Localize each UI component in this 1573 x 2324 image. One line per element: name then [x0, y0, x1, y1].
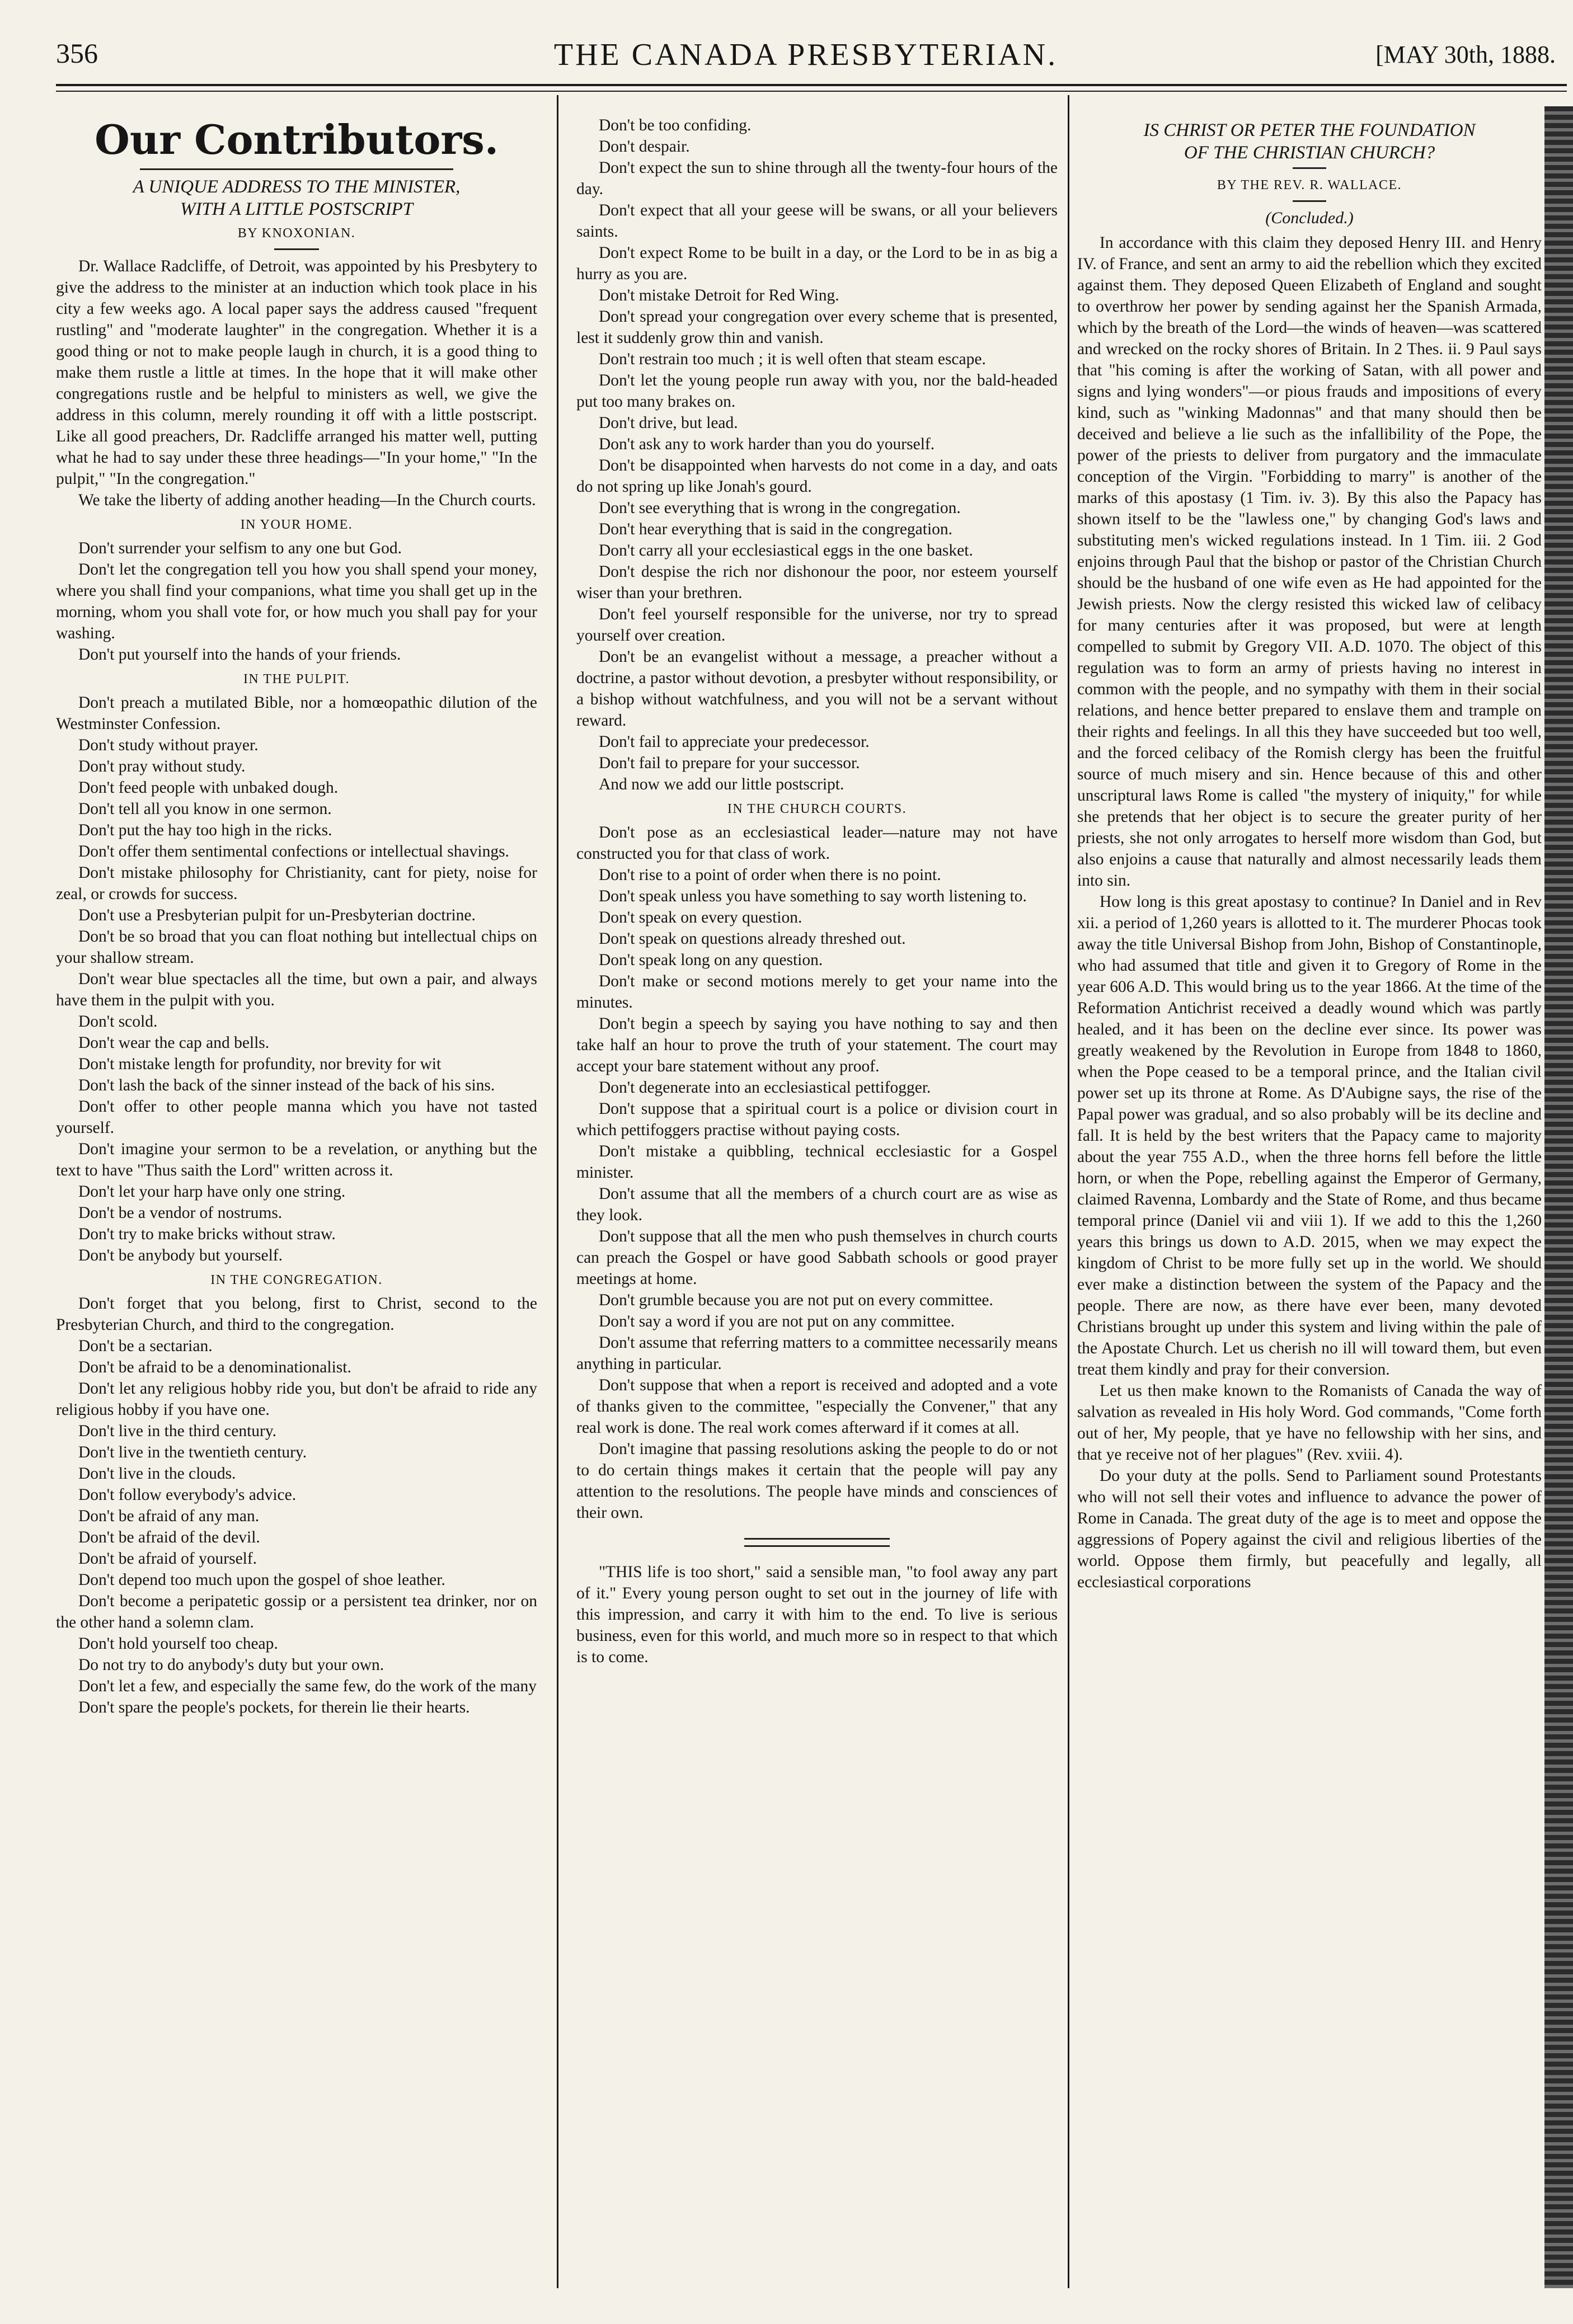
- paragraph: Don't mistake philosophy for Christianity, cant for piety, noise for zeal, or crowds for success.: [56, 864, 537, 903]
- paragraph: Don't speak long on any question.: [599, 951, 823, 969]
- article-title: [56, 176, 537, 220]
- paragraph: We take the liberty of adding another heading—In the Church courts.: [78, 491, 536, 509]
- page-header: [56, 37, 1556, 76]
- subheading-home: IN YOUR HOME.: [240, 518, 353, 532]
- title-rule: [1293, 167, 1326, 169]
- column-divider-2: [1068, 95, 1069, 2288]
- paragraph: Don't grumble because you are not put on every committee.: [599, 1291, 993, 1309]
- paragraph: Don't imagine your sermon to be a revelation, or anything but the text to have "Thus saith the Lord" written across it.: [56, 1140, 537, 1179]
- paragraph: Don't expect Rome to be built in a day, or the Lord to be in as big a hurry as you are.: [576, 244, 1058, 283]
- byline-rule: [1293, 200, 1326, 202]
- section-divider-ornament: [744, 1538, 890, 1547]
- paragraph: Don't let any religious hobby ride you, but don't be afraid to ride any religious hobby if you have one.: [56, 1380, 537, 1419]
- paragraph: Don't mistake a quibbling, technical ecclesiastic for a Gospel minister.: [576, 1142, 1058, 1182]
- paragraph: Don't offer them sentimental confections or intellectual shavings.: [78, 843, 509, 860]
- paragraph: Don't wear the cap and bells.: [78, 1034, 270, 1052]
- paragraph: Don't make or second motions merely to get your name into the minutes.: [576, 972, 1058, 1012]
- paragraph: Don't live in the twentieth century.: [78, 1443, 307, 1461]
- paragraph: Don't suppose that all the men who push themselves in church courts can preach the Gospel or have good Sabbath schools or good prayer meetings at home.: [576, 1227, 1058, 1288]
- paragraph: Don't be disappointed when harvests do not come in a day, and oats do not spring up like Jonah's gourd.: [576, 457, 1058, 496]
- paragraph: Don't carry all your ecclesiastical eggs in the one basket.: [599, 542, 973, 559]
- paragraph: Don't feel yourself responsible for the universe, nor try to spread yourself over creation.: [576, 605, 1058, 644]
- paragraph: Don't suppose that when a report is received and adopted and a vote of thanks given to the committee, "especially the Convener," that any real work is done. The real work comes afterward if it comes at all.: [576, 1376, 1058, 1437]
- paragraph: Don't expect the sun to shine through all the twenty-four hours of the day.: [576, 159, 1058, 198]
- paragraph: Dr. Wallace Radcliffe, of Detroit, was appointed by his Presbytery to give the address to the minister at an induction which took place in his city a few weeks ago. A local paper says the address caused "frequent rustling" and "moderate laughter" in the congregation. Whether it is a good thing or not to make people laugh in church, it is a good thing to make them rustle a little at times. In the hope that it will make other congregations rustle and be helpful to ministers as well, we give the address in this column, merely rounding it off with a little postscript. Like all good preachers, Dr. Radcliffe arranged his matter well, putting what he had to say under these three headings—"In your home," "In the pulpit," "In the congregation.": [56, 257, 537, 488]
- article-byline: BY THE REV. R. WALLACE.: [1217, 178, 1402, 192]
- paragraph: Don't let the young people run away with you, nor the bald-headed put too many brakes on.: [576, 371, 1058, 411]
- paragraph: Don't fail to appreciate your predecessor.: [599, 733, 870, 751]
- header-rule-top: [56, 84, 1567, 86]
- paragraph: Don't drive, but lead.: [599, 414, 738, 432]
- paragraph: Don't be anybody but yourself.: [78, 1246, 283, 1264]
- paragraph: Don't expect that all your geese will be swans, or all your believers saints.: [576, 201, 1058, 241]
- paragraph: Don't follow everybody's advice.: [78, 1486, 297, 1504]
- paragraph: Don't put yourself into the hands of your friends.: [78, 646, 401, 664]
- paragraph: Don't imagine that passing resolutions asking the people to do or not to do certain things makes it certain that the people will pay any attention to the resolutions. The people have minds and consciences of their own.: [576, 1440, 1058, 1522]
- column-2: [576, 115, 1058, 2285]
- paragraph: Don't begin a speech by saying you have nothing to say and then take half an hour to prove the truth of your statement. The court may accept your bare statement without any proof.: [576, 1015, 1058, 1075]
- paragraph: In accordance with this claim they deposed Henry III. and Henry IV. of France, and sent an army to aid the rebellion which they excited against them. They deposed Queen Elizabeth of England and sought to overthrow her power by sending against her the Spanish Armada, which by the breath of the Lord—the winds of heaven—was scattered and wrecked on the rocky shores of Britain. In 2 Thes. ii. 9 Paul says that "his coming is after the working of Satan, with all power and signs and lying wonders"—or pious frauds and impositions of every kind, such as "winking Madonnas" and that many should then be deceived and believe a lie such as the infallibility of the Pope, the power of the priests to deliver from purgatory and the immaculate conception of the Virgin. "Forbidding to marry" is another of the marks of this apostasy (1 Tim. iv. 3). By this also the Papacy has shown itself to be the "lawless one," by changing God's laws and substituting men's wicked regulations instead. In 1 Tim. iii. 2 God enjoins through Paul that the bishop or pastor of the Christian Church should be the husband of one wife even as He had appointed for the Jewish priests. Now the clergy resisted this wicked law of celibacy for many centuries after it was proposed, but were at length compelled to submit by Gregory VII. A.D. 1070. The object of this regulation was to form an army of priests having no interest in common with the people, and no sympathy with them in their social relations, and hence better prepared to enslave them and trample on their rights and feelings. In all this they have succeeded but too well, and the forced celibacy of the Romish clergy has been the fruitful source of much misery and sin. Hence because of this and other unscriptural laws Rome is called "the mystery of iniquity," for while she pretends that her object is to secure the greater purity of her priests, she not only arrogates to herself more wisdom than God, but also enjoins a cause that naturally and almost necessarily leads them into sin.: [1077, 234, 1542, 890]
- paragraph: Don't assume that all the members of a church court are as wise as they look.: [576, 1185, 1058, 1224]
- column-3: [1077, 115, 1542, 2285]
- paragraph: Don't wear blue spectacles all the time, but own a pair, and always have them in the pulpit with you.: [56, 970, 537, 1009]
- paragraph: Don't despise the rich nor dishonour the poor, nor esteem yourself wiser than your brethren.: [576, 563, 1058, 602]
- paragraph: Don't be afraid of the devil.: [78, 1528, 260, 1546]
- paragraph: Don't mistake Detroit for Red Wing.: [599, 286, 839, 304]
- paragraph: Do not try to do anybody's duty but your own.: [78, 1656, 384, 1674]
- byline-rule: [274, 248, 319, 250]
- paragraph: Don't pray without study.: [78, 758, 246, 775]
- page-number: 356: [56, 37, 98, 69]
- newspaper-masthead: THE CANADA PRESBYTERIAN.: [553, 37, 1058, 72]
- paragraph: Don't put the hay too high in the ricks.: [78, 821, 332, 839]
- paragraph: Don't study without prayer.: [78, 736, 259, 754]
- paragraph: Don't be a vendor of nostrums.: [78, 1204, 283, 1222]
- paragraph: Don't let your harp have only one string.: [78, 1183, 346, 1201]
- paragraph: Don't offer to other people manna which you have not tasted yourself.: [56, 1098, 537, 1137]
- article-title-line: A UNIQUE ADDRESS TO THE MINISTER,: [133, 177, 461, 197]
- paragraph: Don't assume that referring matters to a committee necessarily means anything in particular.: [576, 1334, 1058, 1373]
- paragraph: Don't rise to a point of order when there is no point.: [599, 866, 941, 884]
- paragraph: Don't let the congregation tell you how you shall spend your money, where you shall find your companions, what time you shall get up in the morning, whom you shall vote for, or how much you shall pay for your washing.: [56, 561, 537, 642]
- article-title-line: OF THE CHRISTIAN CHURCH?: [1184, 143, 1435, 163]
- paragraph: Don't preach a mutilated Bible, nor a homœopathic dilution of the Westminster Confession.: [56, 694, 537, 733]
- subheading-congregation: IN THE CONGREGATION.: [210, 1273, 383, 1287]
- paragraph: How long is this great apostasy to continue? In Daniel and in Rev xii. a period of 1,260 years is allotted to it. The murderer Phocas took away the title Universal Bishop from John, Bishop of Constantinople, who had assumed that title and given it to Gregory of Rome in the year 606 A.D. This would bring us to the year 1866. At the time of the Reformation Antichrist received a deadly wound which was partly healed, and it has been on the decline ever since. Its power was greatly weakened by the Revolution in Europe from 1848 to 1860, when the Pope ceased to be a temporal prince, and the Italian civil power set up its throne at Rome. As D'Aubigne says, the rise of the Papal power was gradual, and so also probably will be its decline and fall. It is held by the best writers that the Papacy came to majority about the year 755 A.D., when the three horns fell before the little horn, or when the Pope, rebelling against the Emperor of Germany, claimed Ravenna, Lombardy and the State of Rome, and thus became temporal prince (Daniel vii and viii 1). If we add to this the 1,260 years this brings us down to A.D. 2015, when we may expect the kingdom of Christ to be more fully set up in the world. We should ever make a distinction between the system of the Papacy and the people. There are now, as there have ever been, many devoted Christians brought up under this system and living within the pale of the Apostate Church. Let us cherish no ill will toward them, but even treat them kindly and pray for their conversion.: [1077, 893, 1542, 1379]
- section-title: Our Contributors.: [95, 116, 499, 163]
- paragraph: Don't scold.: [78, 1013, 158, 1031]
- paragraph: Don't be too confiding.: [599, 116, 752, 134]
- paragraph: Don't be afraid of yourself.: [78, 1550, 257, 1568]
- article-title: [1077, 119, 1542, 164]
- paragraph: Don't be afraid of any man.: [78, 1507, 260, 1525]
- subheading-pulpit: IN THE PULPIT.: [243, 672, 350, 686]
- paragraph: And now we add our little postscript.: [599, 775, 844, 793]
- paragraph: Don't spread your congregation over every scheme that is presented, lest it suddenly grow thin and vanish.: [576, 308, 1058, 347]
- article-title-line: IS CHRIST OR PETER THE FOUNDATION: [1143, 120, 1476, 140]
- paragraph: Don't see everything that is wrong in the congregation.: [599, 499, 961, 517]
- paragraph: Don't ask any to work harder than you do yourself.: [599, 435, 935, 453]
- paragraph: Don't be afraid to be a denominationalist.: [78, 1358, 351, 1376]
- paragraph: Let us then make known to the Romanists of Canada the way of salvation as revealed in His holy Word. God commands, "Come forth out of her, My people, that ye have no fellowship with her sins, and that ye receive not of her plagues" (Rev. xviii. 4).: [1077, 1382, 1542, 1464]
- paragraph: Don't hold yourself too cheap.: [78, 1635, 278, 1653]
- header-rule-bottom: [56, 91, 1567, 92]
- paragraph: Don't feed people with unbaked dough.: [78, 779, 339, 797]
- article-title-line: WITH A LITTLE POSTSCRIPT: [180, 199, 413, 219]
- paragraph: Don't speak on questions already threshed out.: [599, 930, 906, 948]
- paragraph: Don't be a sectarian.: [78, 1337, 213, 1355]
- paragraph: Don't be so broad that you can float nothing but intellectual chips on your shallow stream.: [56, 928, 537, 967]
- article-byline: BY KNOXONIAN.: [237, 226, 356, 241]
- paragraph: Don't suppose that a spiritual court is a police or division court in which pettifoggers practise without paying costs.: [576, 1100, 1058, 1139]
- paragraph: Don't surrender your selfism to any one but God.: [78, 539, 402, 557]
- paragraph: Don't pose as an ecclesiastical leader—nature may not have constructed you for that class of work.: [576, 824, 1058, 863]
- title-rule: [140, 168, 453, 170]
- paragraph: Don't live in the clouds.: [78, 1465, 236, 1483]
- paragraph: Don't let a few, and especially the same few, do the work of the many: [78, 1677, 537, 1695]
- paragraph: Do your duty at the polls. Send to Parliament sound Protestants who will not sell their votes and influence to advance the power of Rome in Canada. The great duty of the age is to meet and oppose the aggressions of Popery against the civil and religious liberties of the world. Oppose them firmly, but peacefully and legally, all ecclesiastical corporations: [1077, 1467, 1542, 1591]
- paragraph: Don't tell all you know in one sermon.: [78, 800, 332, 818]
- paragraph: Don't forget that you belong, first to Christ, second to the Presbyterian Church, and third to the congregation.: [56, 1295, 537, 1334]
- paragraph: Don't be an evangelist without a message, a preacher without a doctrine, a pastor without devotion, a presbyter without responsibility, or a bishop without watchfulness, and you will not be a servant without reward.: [576, 648, 1058, 730]
- paragraph: Don't restrain too much ; it is well often that steam escape.: [599, 350, 986, 368]
- paragraph: Don't say a word if you are not put on any committee.: [599, 1312, 955, 1330]
- paragraph: Don't become a peripatetic gossip or a persistent tea drinker, nor on the other hand a solemn clam.: [56, 1592, 537, 1631]
- paragraph: Don't spare the people's pockets, for therein lie their hearts.: [78, 1699, 470, 1716]
- issue-date: [MAY 30th, 1888.: [1375, 41, 1556, 68]
- page-edge-shadow: [1544, 106, 1573, 2288]
- column-divider-1: [557, 95, 558, 2288]
- paragraph: Don't degenerate into an ecclesiastical pettifogger.: [599, 1079, 931, 1097]
- paragraph: Don't live in the third century.: [78, 1422, 277, 1440]
- paragraph: Don't speak unless you have something to say worth listening to.: [599, 887, 1027, 905]
- column-1: [56, 115, 537, 2285]
- paragraph: "THIS life is too short," said a sensible man, "to fool away any part of it." Every young person ought to set out in the journey of life with this impression, and carry it with him to the end. To live is serious business, even for this world, and much more so in respect to that which is to come.: [576, 1563, 1058, 1666]
- paragraph: Don't fail to prepare for your successor.: [599, 754, 860, 772]
- paragraph: Don't speak on every question.: [599, 909, 802, 926]
- paragraph: Don't try to make bricks without straw.: [78, 1225, 336, 1243]
- paragraph: Don't hear everything that is said in the congregation.: [599, 520, 953, 538]
- paragraph: Don't mistake length for profundity, nor brevity for wit: [78, 1055, 442, 1073]
- subheading-church-courts: IN THE CHURCH COURTS.: [727, 802, 907, 816]
- paragraph: Don't lash the back of the sinner instead of the back of his sins.: [78, 1076, 495, 1094]
- concluded-note: (Concluded.): [1265, 209, 1354, 227]
- paragraph: Don't despair.: [599, 138, 690, 156]
- paragraph: Don't use a Presbyterian pulpit for un-Presbyterian doctrine.: [78, 906, 476, 924]
- paragraph: Don't depend too much upon the gospel of shoe leather.: [78, 1571, 445, 1589]
